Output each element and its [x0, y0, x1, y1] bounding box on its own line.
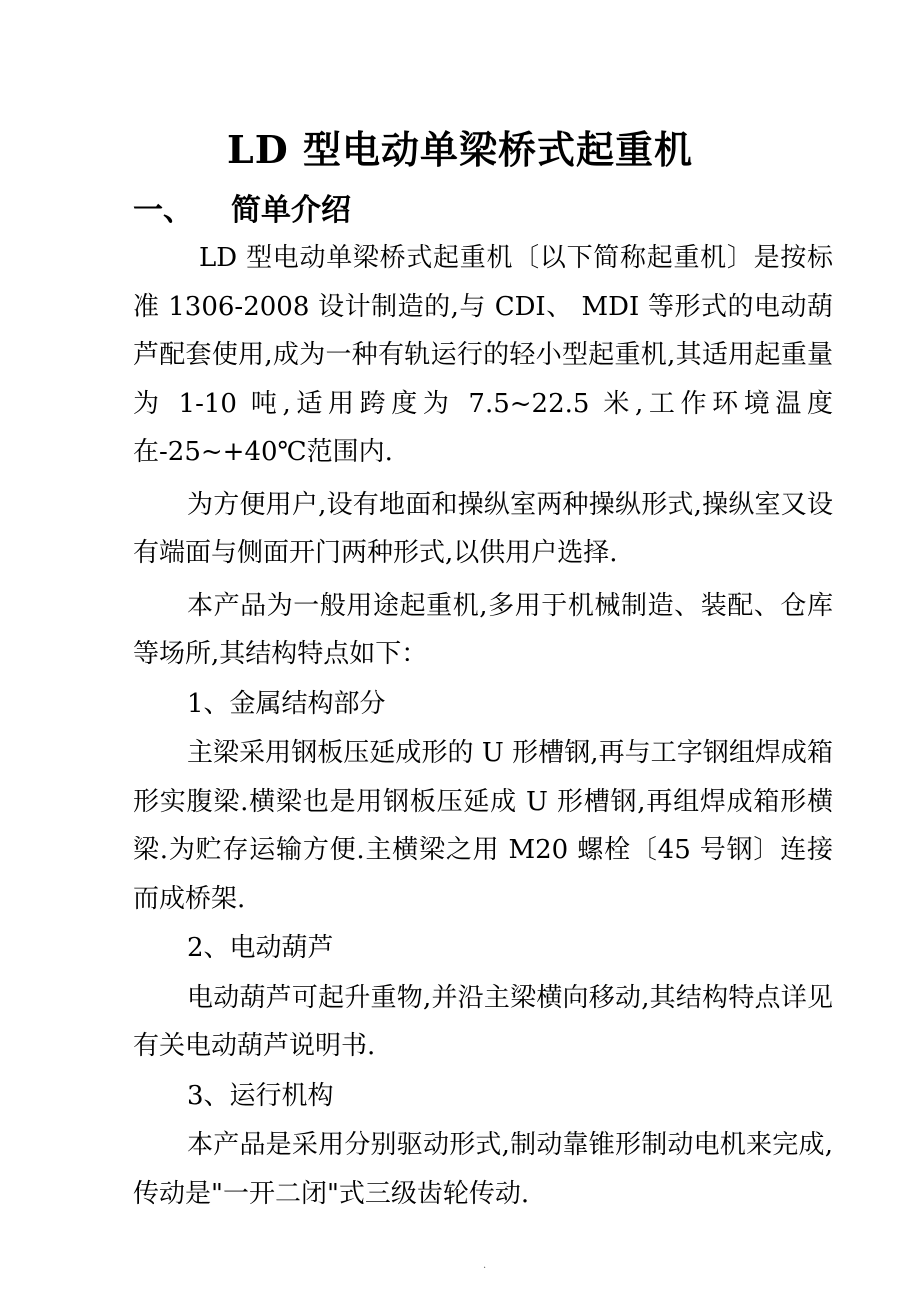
document-title: LD 型电动单梁桥式起重机	[227, 127, 693, 172]
paragraph-intro: LD 型电动单梁桥式起重机〔以下简称起重机〕是按标准 1306-2008 设计制造的,与 CDI、 MDI 等形式的电动葫芦配套使用,成为一种有轨运行的轻小型起重机,其适用起重量为 1-10 吨,适用跨度为 7.5~22.5 米,工作环境温度在-25~+40℃范围内.	[133, 243, 833, 467]
paragraph-operation: 为方便用户,设有地面和操纵室两种操纵形式,操纵室又设有端面与侧面开门两种形式,以供用户选择.	[133, 489, 833, 568]
paragraph-usage: 本产品为一般用途起重机,多用于机械制造、装配、仓库等场所,其结构特点如下：	[133, 590, 833, 669]
paragraph-metal-structure: 主梁采用钢板压延成形的 U 形槽钢,再与工字钢组焊成箱形实腹梁.横梁也是用钢板压延成 U 形槽钢,再组焊成箱形横梁.为贮存运输方便.主横梁之用 M20 螺栓〔45 号钢〕连接而成桥架.	[133, 738, 833, 914]
paragraph-running-mechanism: 本产品是采用分别驱动形式,制动靠锥形制动电机来完成,传动是"一开二闭"式三级齿轮传动.	[133, 1130, 833, 1209]
section-label: 简单介绍	[231, 193, 351, 228]
document-body	[133, 234, 833, 1218]
footer-mark: .	[483, 1260, 487, 1271]
section-number: 一、	[133, 193, 193, 228]
paragraph-electric-hoist: 电动葫芦可起升重物,并沿主梁横向移动,其结构特点详见有关电动葫芦说明书.	[133, 982, 833, 1061]
section-heading	[133, 188, 351, 234]
subheading-metal-structure: 1、金属结构部分	[187, 688, 386, 719]
subheading-running-mechanism: 3、运行机构	[187, 1080, 334, 1111]
subheading-electric-hoist: 2、电动葫芦	[187, 933, 334, 963]
